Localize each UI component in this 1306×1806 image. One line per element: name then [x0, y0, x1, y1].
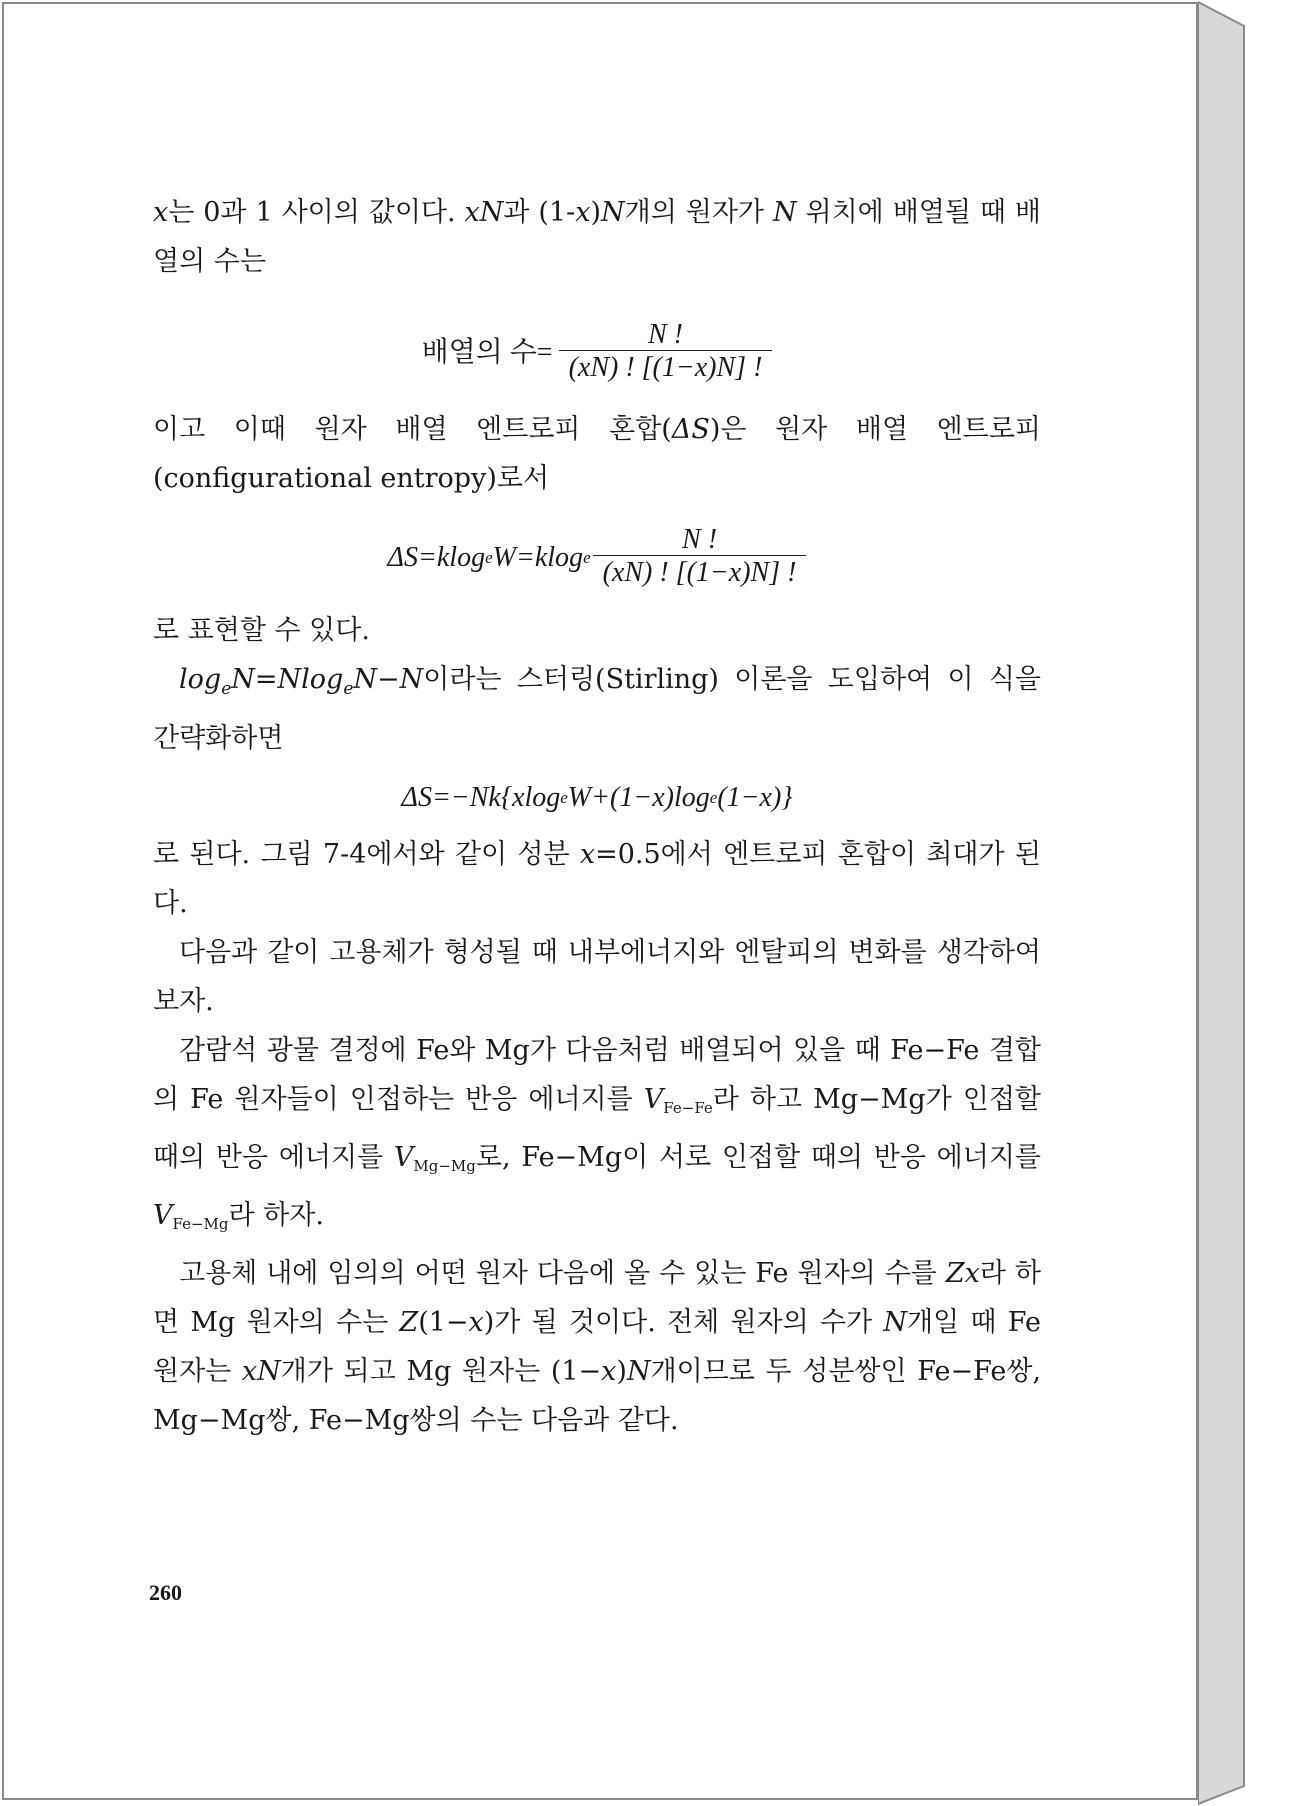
paragraph-3: 로 표현할 수 있다.: [153, 615, 370, 646]
paragraph-5: 로 된다. 그림 7-4에서와 같이 성분 x=0.5에서 엔트로피 혼합이 최대가 된다.: [153, 839, 1041, 919]
paragraph-2: 이고 이때 원자 배열 엔트로피 혼합(ΔS)은 원자 배열 엔트로피 (configurational entropy)로서: [153, 414, 1041, 494]
equation-label: 배열의 수=: [421, 337, 553, 368]
paragraph-1: x는 0과 1 사이의 값이다. xN과 (1-x)N개의 원자가 N 위치에 배열될 때 배열의 수는: [153, 197, 1041, 277]
fraction-denominator: (xN) ! [(1−x)N] !: [568, 352, 763, 383]
paragraph-4: $\log_eN=Nlog_eN-N$이라는 스터링(Stirling) 이론을 도입하여 이 식을 간략화하면: [153, 664, 1041, 754]
fraction-denominator: (xN) ! [(1−x)N] !: [602, 557, 797, 588]
page-content: [153, 188, 1041, 1445]
fraction-numerator: N !: [559, 320, 773, 351]
paragraph-7: 감람석 광물 결정에 Fe와 Mg가 다음처럼 배열되어 있을 때 Fe−Fe 결합의 Fe 원자들이 인접하는 반응 에너지를 $V_{Fe-Fe}$라 하고 Mg−Mg가 인접할 때의 반응 에너지를 $V_{Mg-Mg}$로, Fe−Mg이 서로 인접할 때의 반응 에너지를 $V_{Fe-Mg}$라 하자.: [153, 1035, 1041, 1233]
equation-arrangements: [153, 320, 1041, 385]
page-edge: [1198, 0, 1248, 1806]
equation-entropy: ΔS=klog e W=klog e $\frac{N !}{(xN) ! [(1-x)N] !}$: [153, 525, 1041, 590]
fraction: [593, 525, 807, 590]
paragraph-8: 고용체 내에 임의의 어떤 원자 다음에 올 수 있는 Fe 원자의 수를 Zx라 하면 Mg 원자의 수는 Z(1−x)가 될 것이다. 전체 원자의 수가 N개일 때 Fe 원자는 xN개가 되고 Mg 원자는 (1−x)N개이므로 두 성분쌍인 Fe−Fe쌍, Mg−Mg쌍, Fe−Mg쌍의 수는 다음과 같다.: [153, 1258, 1041, 1436]
page-number: 260: [149, 1580, 182, 1605]
fraction-numerator: N !: [593, 525, 807, 556]
paragraph-6: 다음과 같이 고용체가 형성될 때 내부에너지와 엔탈피의 변화를 생각하여 보자.: [153, 937, 1041, 1017]
equation-stirling: ΔS=−Nk{xlog e W+(1−x)log e (1−x)}: [401, 782, 793, 813]
fraction: [559, 320, 773, 385]
